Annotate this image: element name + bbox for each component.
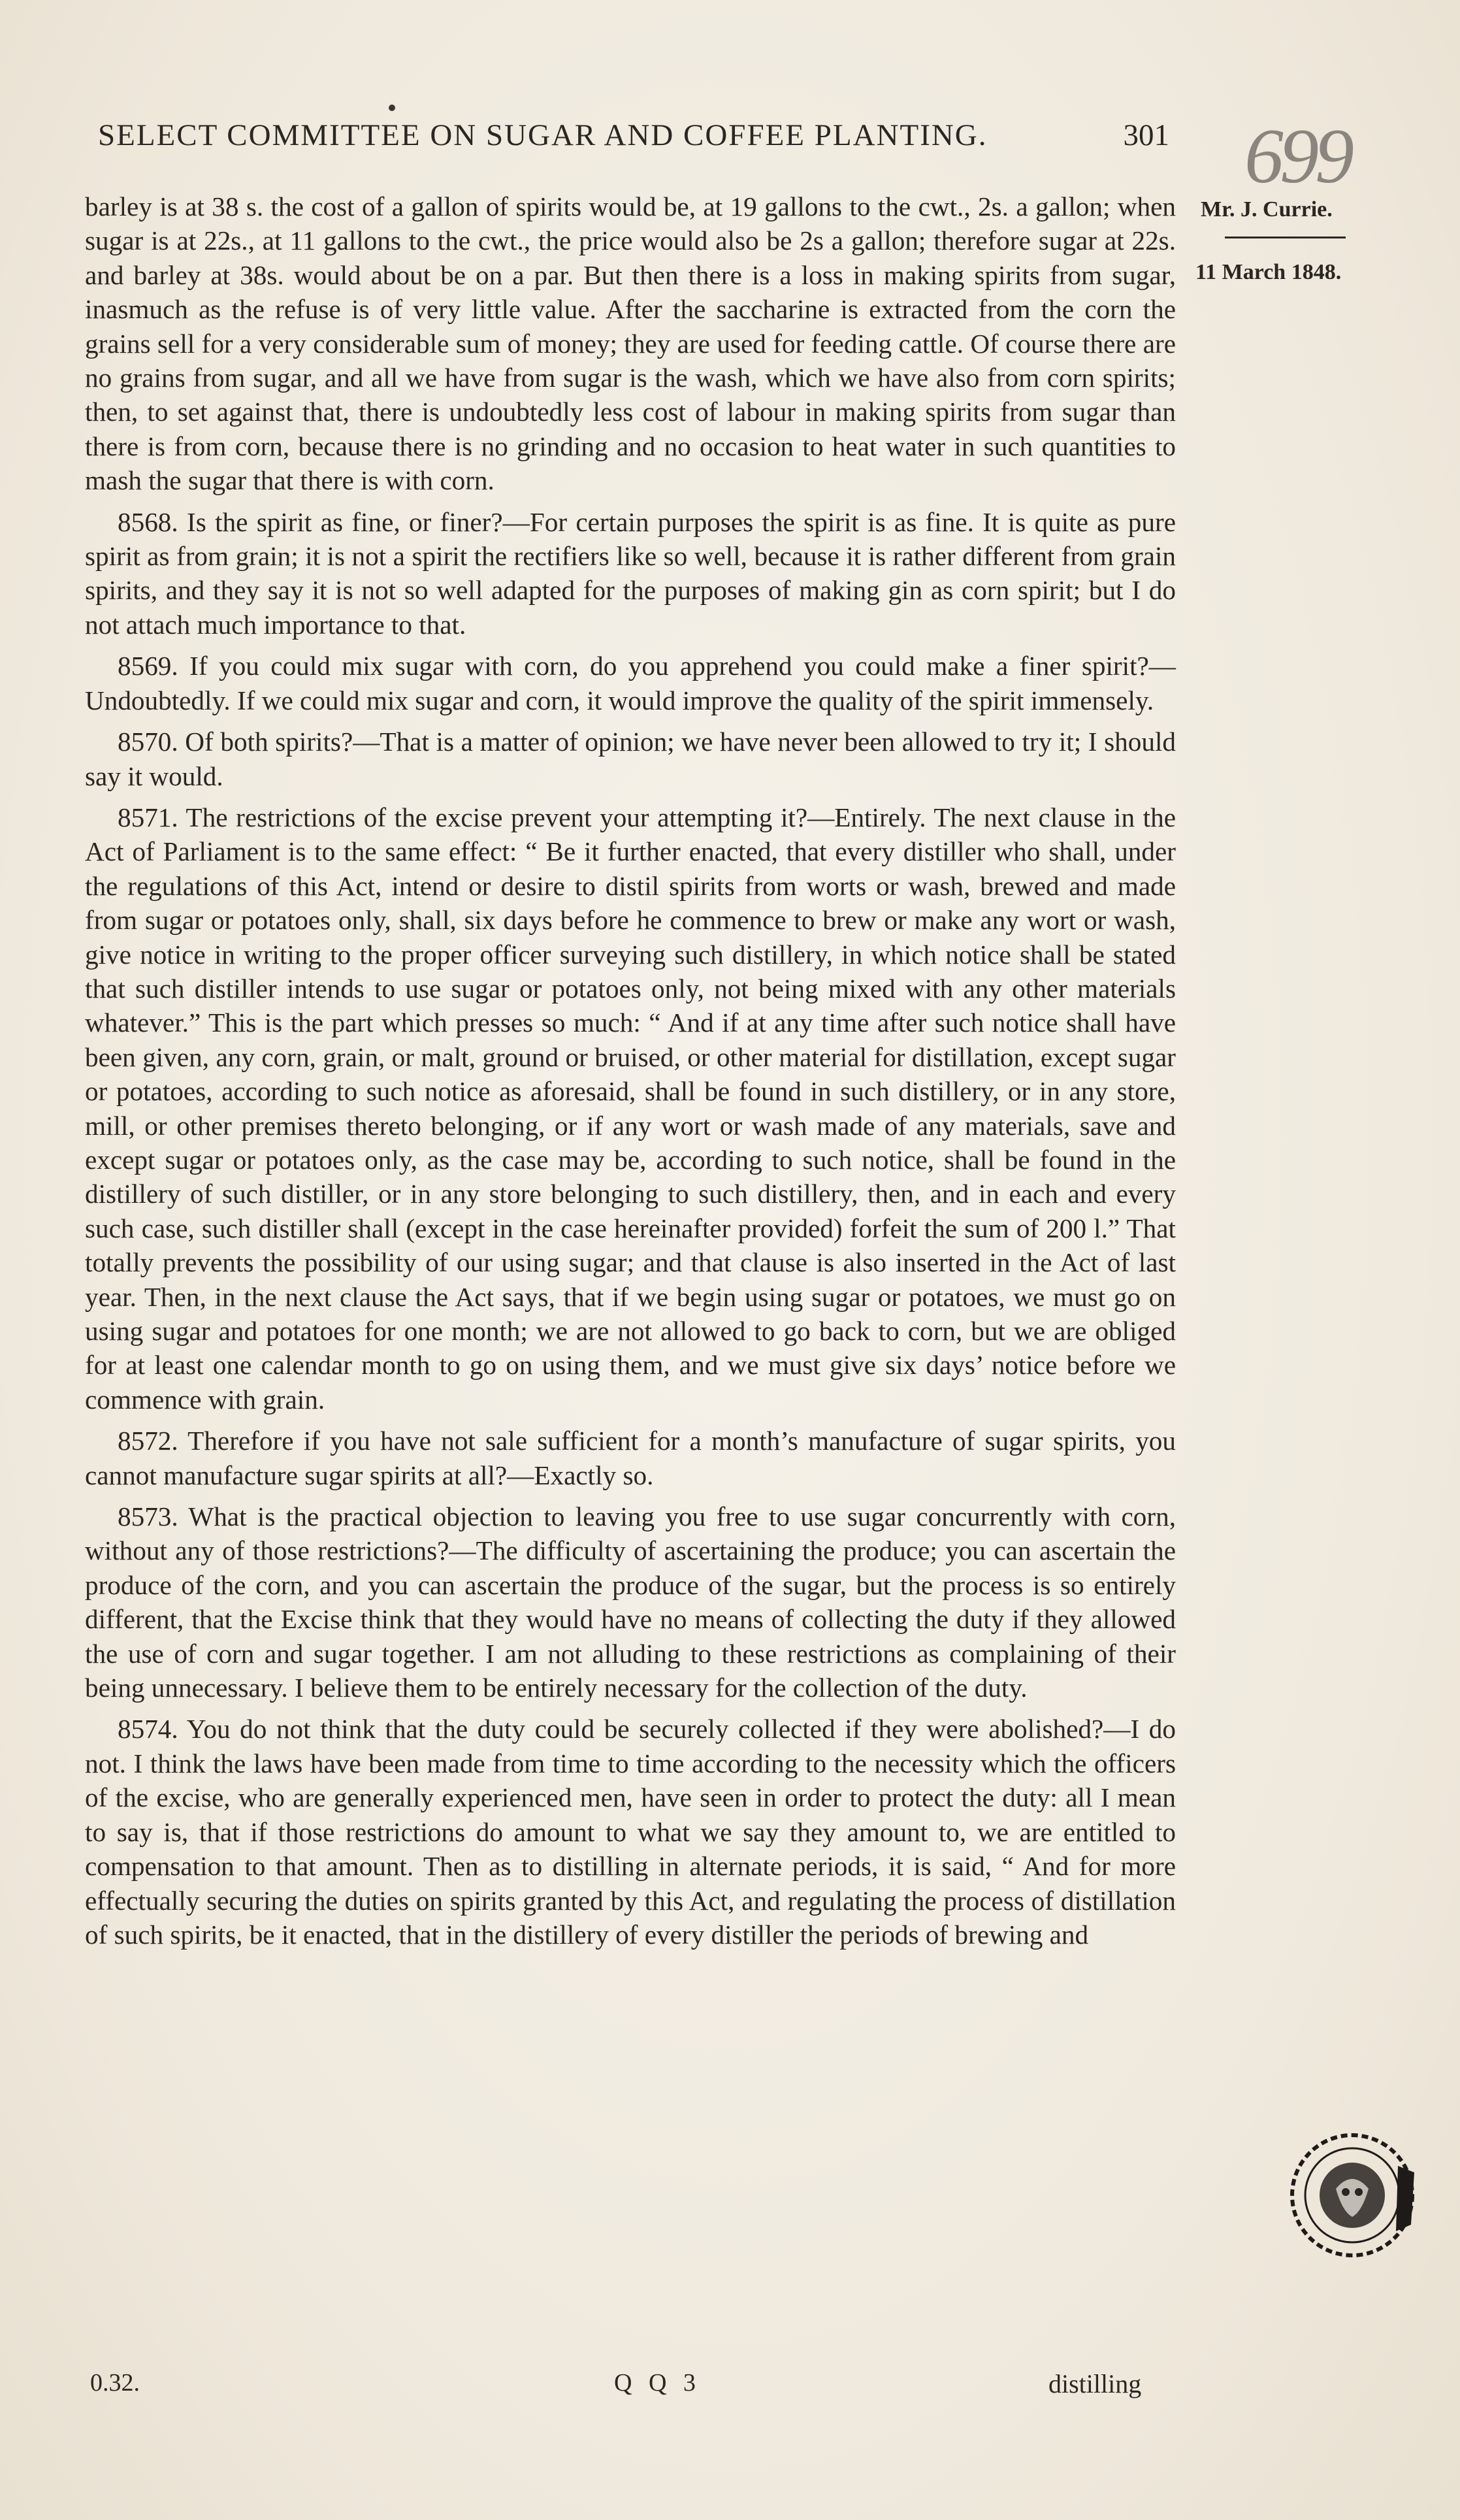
sheet-mark: Q Q 3 bbox=[614, 2369, 701, 2397]
page-number: 301 bbox=[1123, 118, 1169, 152]
paragraph-8569: 8569. If you could mix sugar with corn, do you apprehend you could make a finer spirit?—Undoubtedly. If we could mix sugar and corn, it would improve the quality of the spirit immensely. bbox=[85, 651, 1176, 715]
margin-rule bbox=[1225, 237, 1346, 238]
paragraph-8572: 8572. Therefore if you have not sale sufficient for a month’s manufacture of sugar spirits, you cannot manufacture sugar spirits at all?—Exactly so. bbox=[85, 1426, 1176, 1490]
signature-mark: 0.32. bbox=[90, 2369, 140, 2397]
paragraph-8570: 8570. Of both spirits?—That is a matter of opinion; we have never been allowed to try it; I should say it would. bbox=[85, 727, 1176, 791]
paragraph-8574: 8574. You do not think that the duty could be securely collected if they were abolished?—I do not. I think the laws have been made from time to time according to the necessity which the officers of the excise, who are generally experienced men, have seen in order to protect the duty: all I mean to say is, that if those restrictions do amount to what we say they amount to, we are entitled to compensation to that amount. Then as to distilling in alternate periods, it is said, “ And for more effectually securing the duties on spirits granted by this Act, and regulating the process of distillation of such spirits, be it enacted, that in the distillery of every distiller the periods of brewing and bbox=[85, 1714, 1176, 1950]
paragraph-8568: 8568. Is the spirit as fine, or finer?—For certain purposes the spirit is as fine. It is quite as pure spirit as from grain; it is not a spirit the rectifiers like so well, because it is rather different from grain spirits, and they say it is not so well adapted for the purposes of making gin as corn spirit; but I do not attach much importance to that. bbox=[85, 506, 1176, 640]
paragraph-continued: barley is at 38 s. the cost of a gallon of spirits would be, at 19 gallons to the cwt., 2s. a gallon; when sugar is at 22s., at 11 gallons to the cwt., the price would also be 2s a gallon; therefore sugar at 22s. and barley at 38s. would about be on a par. But then there is a loss in making spirits from sugar, inasmuch as the refuse is of very little value. After the saccharine is extracted from the corn the grains sell for a very considerable sum of money; they are used for feeding cattle. Of course there are no grains from sugar, and all we have from sugar is the wash, which we have also from corn spirits; then, to set against that, there is undoubtedly less cost of labour in making spirits from sugar than there is from corn, because there is no grinding and no occasion to heat water in such quantities to mash the sugar that there is with corn. bbox=[85, 191, 1176, 496]
running-head bbox=[98, 118, 1169, 153]
paragraph-8573: 8573. What is the practical objection to leaving you free to use sugar concurrently with corn, without any of those restrictions?—The difficulty of ascertaining the produce; you can ascertain the produce of the corn, and you can ascertain the produce of the sugar, but the process is so entirely different, that the Excise think that they would have no means of collecting the duty if they allowed the use of corn and sugar together. I am not alluding to these restrictions as complaining of their being unnecessary. I believe them to be entirely necessary for the collection of the duty. bbox=[85, 1501, 1176, 1703]
margin-witness-name: Mr. J. Currie. bbox=[1201, 197, 1333, 221]
margin-date: 11 March 1848. bbox=[1195, 260, 1342, 284]
body-text bbox=[85, 189, 1176, 1959]
handwritten-folio-number: 699 bbox=[1244, 112, 1350, 199]
catchword: distilling bbox=[1048, 2369, 1142, 2398]
paragraph-8571: 8571. The restrictions of the excise prevent your attempting it?—Entirely. The next clause in the Act of Parliament is to the same effect: “ Be it further enacted, that every distiller who shall, under the regulations of this Act, intend or desire to distil spirits from worts or wash, brewed and made from sugar or potatoes only, shall, six days before he commence to brew or make any wort or wash, give notice in writing to the proper officer surveying such distillery, in which notice shall be stated that such distiller intends to use sugar or potatoes only, not being mixed with any other materials whatever.” This is the part which presses so much: “ And if at any time after such notice shall have been given, any corn, grain, or malt, ground or bruised, or other material for distillation, except sugar or potatoes, according to such notice as aforesaid, shall be found in such distillery, or in any store, mill, or other premises thereto belonging, or if any wort or wash made of any materials, save and except sugar or potatoes only, as the case may be, according to such notice, shall be found in the distillery of such distiller, or in any store belonging to such distillery, then, and in each and every such case, such distiller shall (except in the case hereinafter provided) forfeit the sum of 200 l.” That totally prevents the possibility of our using sugar; and that clause is also inserted in the Act of last year. Then, in the next clause the Act says, that if we begin using sugar or potatoes, we must go on using sugar and potatoes for one month; we are not allowed to go back to corn, but we are obliged for at least one calendar month to go on using them, and we must give six days’ notice before we commence with grain. bbox=[85, 802, 1176, 1415]
library-stamp-icon bbox=[1284, 2127, 1421, 2264]
ink-dot bbox=[389, 105, 395, 111]
running-title: SELECT COMMITTEE ON SUGAR AND COFFEE PLANTING. bbox=[98, 118, 988, 152]
